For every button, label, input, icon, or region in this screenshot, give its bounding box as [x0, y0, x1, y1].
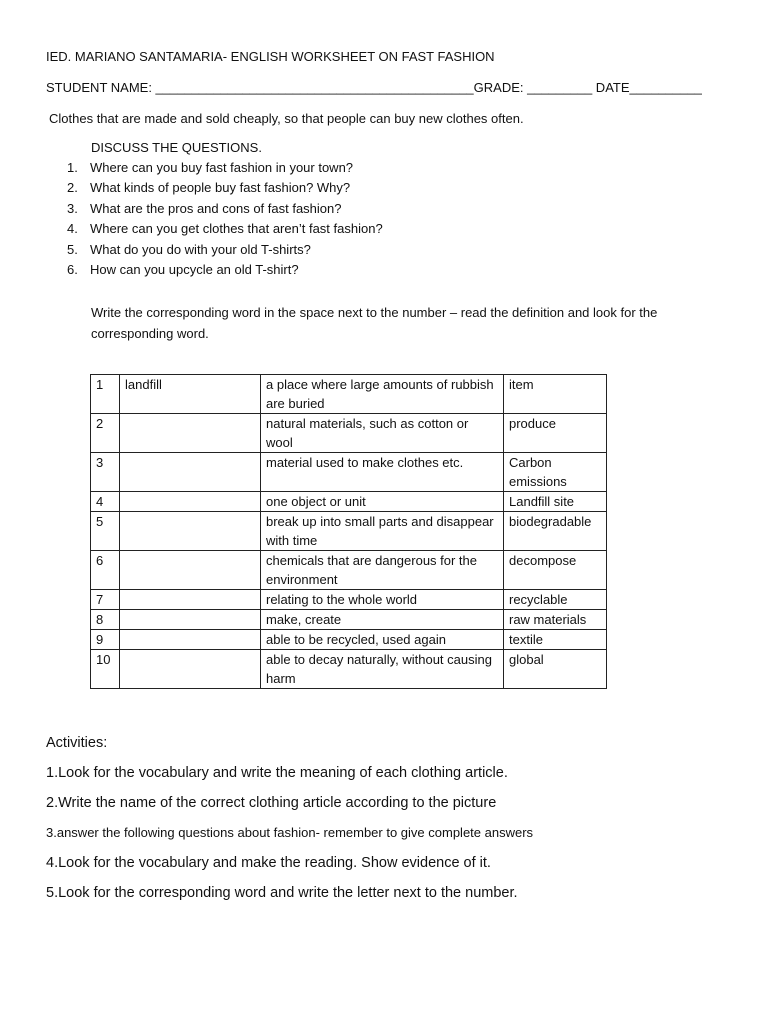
activities-section [46, 734, 533, 914]
answer-cell[interactable] [120, 492, 261, 512]
word-bank-cell: raw materials [504, 610, 607, 630]
activity-item: 4.Look for the vocabulary and make the reading. Show evidence of it. [46, 855, 491, 871]
question-text: Where can you get clothes that aren’t fast fashion? [90, 221, 383, 237]
row-number: 8 [91, 610, 120, 630]
table-row [91, 492, 607, 512]
word-bank-cell: biodegradable [504, 512, 607, 551]
definition-cell: a place where large amounts of rubbish are buried [261, 375, 504, 414]
answer-cell[interactable] [120, 453, 261, 492]
word-bank-cell: produce [504, 414, 607, 453]
matching-instruction: Write the corresponding word in the space next to the number – read the definition and look for the corresponding word. [91, 305, 658, 341]
discuss-heading: DISCUSS THE QUESTIONS. [91, 140, 262, 155]
question-number: 5. [67, 241, 78, 257]
activity-item: 1.Look for the vocabulary and write the meaning of each clothing article. [46, 765, 508, 781]
answer-cell[interactable] [120, 414, 261, 453]
row-number: 6 [91, 551, 120, 590]
definition-cell: one object or unit [261, 492, 504, 512]
answer-cell[interactable] [120, 610, 261, 630]
table-row [91, 375, 607, 414]
definition-cell: break up into small parts and disappear with time [261, 512, 504, 551]
row-number: 1 [91, 375, 120, 414]
question-text: What are the pros and cons of fast fashion? [90, 200, 342, 216]
table-row [91, 551, 607, 590]
definition-cell: chemicals that are dangerous for the environment [261, 551, 504, 590]
word-bank-cell: textile [504, 630, 607, 650]
definition-cell: able to be recycled, used again [261, 630, 504, 650]
row-number: 5 [91, 512, 120, 551]
word-bank-cell: Carbon emissions [504, 453, 607, 492]
question-number: 3. [67, 200, 78, 216]
question-number: 4. [67, 221, 78, 237]
table-row [91, 610, 607, 630]
activity-item: 2.Write the name of the correct clothing article according to the picture [46, 795, 497, 811]
table-row [91, 414, 607, 453]
row-number: 7 [91, 590, 120, 610]
definition-cell: relating to the whole world [261, 590, 504, 610]
row-number: 2 [91, 414, 120, 453]
table-row [91, 453, 607, 492]
student-info-line: STUDENT NAME: ____________________________________________GRADE: _________ DATE__________ [46, 80, 702, 95]
table-row [91, 650, 607, 689]
table-row [91, 630, 607, 650]
answer-cell[interactable] [120, 650, 261, 689]
answer-cell[interactable] [120, 590, 261, 610]
table-row [91, 590, 607, 610]
table-row [91, 512, 607, 551]
answer-cell[interactable] [120, 512, 261, 551]
question-text: What do you do with your old T-shirts? [90, 241, 311, 257]
row-number: 3 [91, 453, 120, 492]
word-bank-cell: decompose [504, 551, 607, 590]
answer-cell[interactable] [120, 630, 261, 650]
activity-item: 3.answer the following questions about fashion- remember to give complete answers [46, 825, 534, 840]
question-text: Where can you buy fast fashion in your town? [90, 160, 354, 175]
word-bank-cell: global [504, 650, 607, 689]
activities-heading: Activities: [46, 735, 108, 751]
question-text: What kinds of people buy fast fashion? Why? [90, 180, 351, 196]
answer-cell[interactable] [120, 551, 261, 590]
word-bank-cell: recyclable [504, 590, 607, 610]
definition-cell: make, create [261, 610, 504, 630]
definition-cell: material used to make clothes etc. [261, 453, 504, 492]
fast-fashion-definition: Clothes that are made and sold cheaply, so that people can buy new clothes often. [49, 111, 524, 126]
row-number: 10 [91, 650, 120, 689]
word-bank-cell: Landfill site [504, 492, 607, 512]
answer-cell[interactable]: landfill [120, 375, 261, 414]
definition-cell: natural materials, such as cotton or wool [261, 414, 504, 453]
row-number: 9 [91, 630, 120, 650]
question-number: 2. [67, 180, 78, 196]
definition-cell: able to decay naturally, without causing harm [261, 650, 504, 689]
worksheet-title: IED. MARIANO SANTAMARIA- ENGLISH WORKSHEET ON FAST FASHION [46, 49, 495, 64]
word-bank-cell: item [504, 375, 607, 414]
question-number: 1. [67, 160, 78, 175]
vocabulary-table [90, 374, 607, 689]
activity-item: 5.Look for the corresponding word and write the letter next to the number. [46, 885, 518, 901]
row-number: 4 [91, 492, 120, 512]
question-number: 6. [67, 261, 78, 277]
question-text: How can you upcycle an old T-shirt? [90, 261, 299, 277]
